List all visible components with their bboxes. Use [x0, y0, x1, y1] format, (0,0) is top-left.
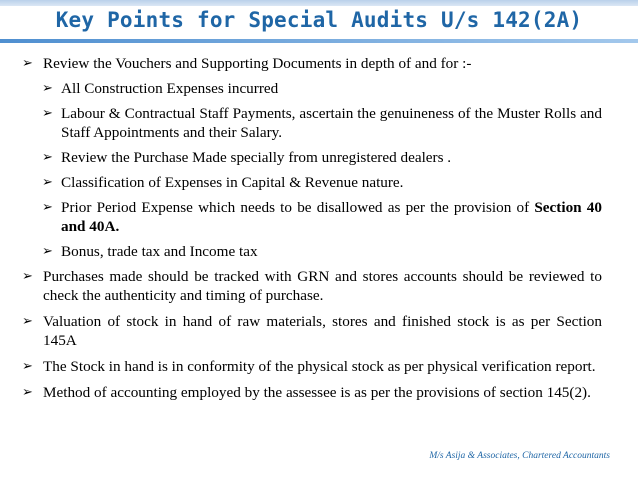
list-item [22, 54, 602, 73]
footer-firm-name: M/s Asija & Associates, Chartered Accountants [429, 451, 610, 461]
title-underline [0, 39, 638, 43]
arrow-bullet-icon: ➢ [22, 385, 33, 400]
list-item [22, 267, 602, 305]
arrow-bullet-icon: ➢ [22, 359, 33, 374]
list-item-text: Review the Purchase Made specially from unregistered dealers . [61, 149, 452, 166]
list-item-text: All Construction Expenses incurred [61, 80, 279, 97]
arrow-bullet-icon: ➢ [22, 56, 33, 71]
list-item-text: Review the Vouchers and Supporting Documents in depth of and for :- [43, 55, 472, 72]
list-item-text: Labour & Contractual Staff Payments, ascertain the genuineness of the Muster Rolls and Staff Appointments and their Salary. [61, 105, 602, 141]
sub-list-item [42, 79, 602, 98]
arrow-bullet-icon: ➢ [22, 269, 33, 284]
list-item [22, 383, 602, 402]
list-item-text: Valuation of stock in hand of raw materials, stores and finished stock is as per Section 145A [43, 313, 602, 349]
arrow-bullet-icon: ➢ [42, 106, 53, 121]
list-item-text: The Stock in hand is in conformity of the physical stock as per physical verification report. [43, 358, 596, 375]
sub-list-item [42, 242, 602, 261]
sub-list-item [42, 173, 602, 192]
list-item-text: Prior Period Expense which needs to be disallowed as per the provision of [61, 199, 535, 216]
list-item-text: Purchases made should be tracked with GRN and stores accounts should be reviewed to check the authenticity and timing of purchase. [43, 268, 602, 304]
list-item-text: Bonus, trade tax and Income tax [61, 243, 258, 260]
sub-list-item [42, 198, 602, 236]
arrow-bullet-icon: ➢ [42, 150, 53, 165]
slide-title: Key Points for Special Audits U/s 142(2A) [55, 8, 583, 32]
arrow-bullet-icon: ➢ [42, 175, 53, 190]
arrow-bullet-icon: ➢ [42, 244, 53, 259]
section-reference: Section 40 and 40A. [61, 199, 602, 235]
bullet-list [22, 54, 602, 409]
sub-list-item [42, 104, 602, 142]
sub-list-item [42, 148, 602, 167]
arrow-bullet-icon: ➢ [22, 314, 33, 329]
list-item [22, 312, 602, 350]
list-item-text: Method of accounting employed by the assessee is as per the provisions of section 145(2). [43, 384, 591, 401]
list-item-text: Classification of Expenses in Capital & Revenue nature. [61, 174, 404, 191]
arrow-bullet-icon: ➢ [42, 200, 53, 215]
top-accent-bar [0, 0, 638, 6]
list-item [22, 357, 602, 376]
arrow-bullet-icon: ➢ [42, 81, 53, 96]
